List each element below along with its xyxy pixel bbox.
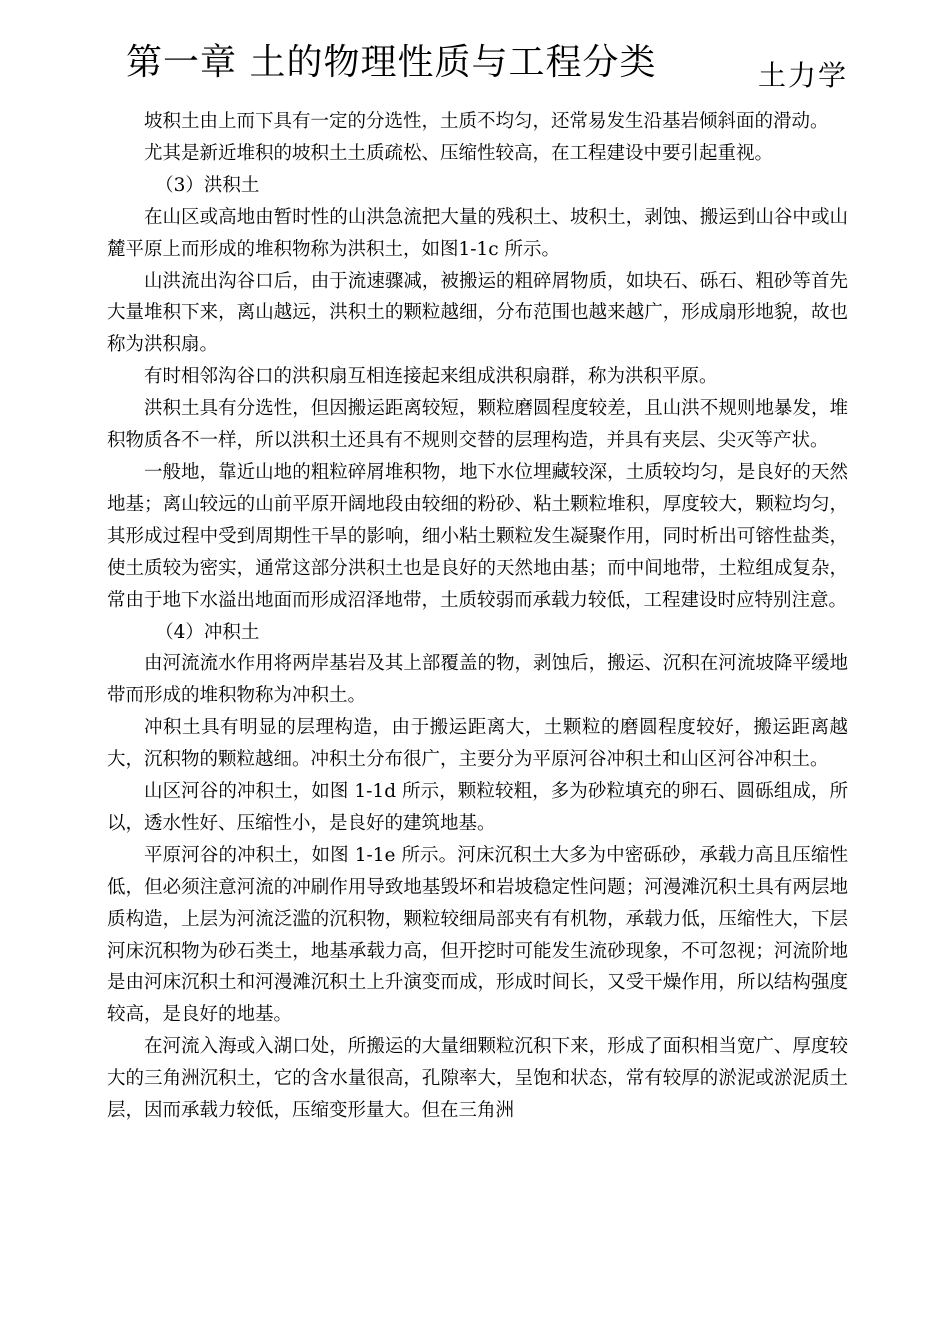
paragraph: 在山区或高地由暂时性的山洪急流把大量的残积土、坡积土，剥蚀、搬运到山谷中或山麓平原上而形成的堆积物称为洪积土，如图1-1c 所示。	[107, 206, 848, 260]
subject-label: 土力学	[758, 59, 849, 92]
paragraph: 平原河谷的冲积土，如图 1-1e 所示。河床沉积土大多为中密砾砂，承载力高且压缩性低，但必须注意河流的冲刷作用导致地基毁坏和岩坡稳定性问题；河漫滩沉积土具有两层地质构造，上层为河流泛滥的沉积物，颗粒较细局部夹有有机物，承载力低，压缩性大，下层河床沉积物为砂石类土，地基承载力高，但开挖时可能发生流砂现象，不可忽视；河流阶地是由河床沉积土和河漫滩沉积土上升演变而成，形成时间长，又受干燥作用，所以结构强度较高，是良好的地基。	[107, 844, 848, 1026]
paragraph: 尤其是新近堆积的坡积土土质疏松、压缩性较高，在工程建设中要引起重视。	[144, 142, 774, 164]
paragraph: 由河流流水作用将两岸基岩及其上部覆盖的物，剥蚀后，搬运、沉积在河流坡降平缓地带而形成的堆积物称为冲积土。	[107, 653, 848, 707]
section-heading: （3）洪积土	[155, 174, 260, 196]
paragraph: 在河流入海或入湖口处，所搬运的大量细颗粒沉积下来，形成了面积相当宽广、厚度较大的三角洲沉积土，它的含水量很高，孔隙率大，呈饱和状态，常有较厚的淤泥或淤泥质土层，因而承载力较低，压缩变形量大。但在三角洲	[107, 1036, 848, 1122]
body-text	[107, 106, 848, 1127]
chapter-title: 第一章 土的物理性质与工程分类	[126, 42, 657, 83]
paragraph: 洪积土具有分选性，但因搬运距离较短，颗粒磨圆程度较差，且山洪不规则地暴发，堆积物质各不一样，所以洪积土还具有不规则交替的层理构造，并具有夹层、尖灭等产状。	[107, 398, 848, 452]
section-heading: （4）冲积土	[155, 621, 260, 643]
paragraph: 有时相邻沟谷口的洪积扇互相连接起来组成洪积扇群，称为洪积平原。	[144, 366, 718, 388]
paragraph: 一般地，靠近山地的粗粒碎屑堆积物，地下水位埋藏较深，土质较均匀，是良好的天然地基；离山较远的山前平原开阔地段由较细的粉砂、粘土颗粒堆积，厚度较大，颗粒均匀，其形成过程中受到周期性干旱的影响，细小粘土颗粒发生凝聚作用，同时析出可镕性盐类，使土质较为密实，通常这部分洪积土也是良好的天然地由基；而中间地带，土粒组成复杂，常由于地下水溢出地面而形成沼泽地带，土质较弱而承载力较低，工程建设时应特别注意。	[107, 461, 848, 611]
paragraph: 山洪流出沟谷口后，由于流速骤减，被搬运的粗碎屑物质，如块石、砾石、粗砂等首先大量堆积下来，离山越远，洪积土的颗粒越细，分布范围也越来越广，形成扇形地貌，故也称为洪积扇。	[107, 270, 848, 356]
paragraph: 坡积土由上而下具有一定的分选性，土质不均匀，还常易发生沿基岩倾斜面的滑动。	[144, 111, 829, 132]
paragraph: 冲积土具有明显的层理构造，由于搬运距离大，土颗粒的磨圆程度较好，搬运距离越大，沉积物的颗粒越细。冲积土分布很广，主要分为平原河谷冲积土和山区河谷冲积土。	[107, 717, 848, 771]
paragraph: 山区河谷的冲积土，如图 1-1d 所示，颗粒较粗，多为砂粒填充的卵石、圆砾组成，所以，透水性好、压缩性小，是良好的建筑地基。	[107, 781, 848, 834]
